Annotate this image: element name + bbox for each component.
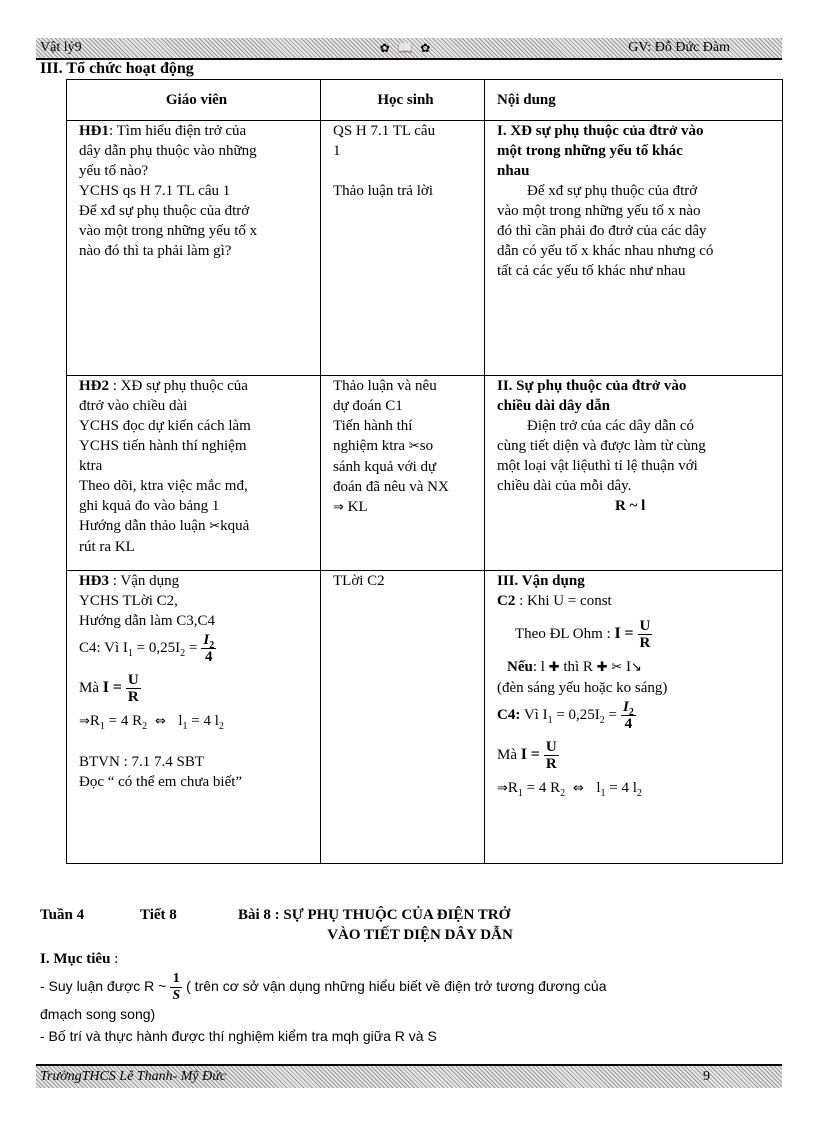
frac-num: U	[545, 739, 557, 756]
row3-text: = 4 R	[108, 713, 143, 729]
row3-text: Mà	[79, 680, 99, 696]
row3-text: l	[596, 780, 601, 796]
row2-student-line: đoán đã nêu và NX	[333, 479, 449, 495]
row1-content-cell	[485, 121, 783, 376]
fraction-u-over-r	[126, 672, 141, 705]
row2-student-line: Thảo luận và nêu	[333, 378, 437, 394]
c4-label: C4:	[497, 707, 521, 723]
row3-student-cell	[321, 571, 485, 864]
objective-1-text: - Suy luận được R ~	[40, 978, 167, 994]
row1-student-line: QS H 7.1 TL câu	[333, 123, 436, 139]
header-ornament: ✿ 📖 ✿	[379, 41, 433, 55]
fraction-i2-over-4	[621, 699, 636, 732]
frac-den: R	[545, 756, 557, 773]
row1-content-title: nhau	[497, 163, 530, 179]
objective-1	[40, 969, 780, 1003]
frac-num: 1	[170, 971, 182, 988]
row1-teacher-line: Để xđ sự phụ thuộc của đtrở	[79, 203, 250, 219]
fraction-u-over-r	[544, 739, 559, 772]
objective-1-cont: đmạch song song)	[40, 1006, 156, 1022]
frac-num: I	[203, 632, 210, 649]
frac-den	[170, 988, 182, 1004]
ohm-eq: =	[624, 625, 634, 642]
row2-relation: R ~ l	[615, 498, 646, 514]
row2-content-line: chiều dài của mỗi dây.	[497, 478, 632, 494]
ohm-lhs: I	[102, 679, 109, 696]
row1-content-title: một trong những yếu tố khác	[497, 143, 683, 159]
row3-text: : l	[532, 659, 545, 675]
row3-content-ohm2	[497, 732, 776, 778]
row3-content-title: III. Vận dụng	[497, 573, 585, 589]
row2-content-cell	[485, 376, 783, 571]
row3-text: =	[188, 640, 198, 656]
frac-den: R	[639, 635, 651, 652]
increase-icon: ✚	[596, 660, 608, 675]
row3-teacher-line: Hướng dẫn làm C3,C4	[79, 613, 216, 629]
row3-text: l	[178, 713, 183, 729]
row1-student-line: 1	[333, 143, 341, 159]
table-header-row	[67, 80, 783, 121]
row3-content-line	[497, 657, 776, 678]
row2-student-line	[333, 436, 478, 457]
objective-1-text: ( trên cơ sở vận dụng những hiểu biết về điện trở tương đương của	[186, 978, 607, 994]
row3-text: Mà	[497, 747, 517, 763]
row3-teacher-line: $\Rightarrow R_1 = 4$ $R_2$ ⇔ $l_1 = 4$ $l_2$	[79, 713, 224, 732]
row1-teacher-line: HĐ1: Tìm hiểu điện trở của	[79, 123, 247, 139]
row3-content-cell	[485, 571, 783, 864]
objective-2: - Bố trí và thực hành được thí nghiệm kiểm tra mqh giữa R và S	[40, 1028, 437, 1044]
frac-sub: 2	[628, 707, 634, 719]
col-header-student: Học sinh	[321, 80, 485, 121]
row2-student-line: dự đoán C1	[333, 398, 403, 414]
row3-teacher-cell	[67, 571, 321, 864]
row3-text: I	[626, 659, 631, 675]
row3-teacher-gap	[79, 732, 314, 752]
row1-content-line: Để xđ sự phụ thuộc của đtrở	[527, 183, 698, 199]
row3-text: R	[89, 713, 100, 729]
fraction-1-over-s	[170, 971, 182, 1004]
row2-student-text: so	[419, 438, 434, 454]
row3-text: C4: Vì I	[79, 640, 128, 656]
frac-sub: 2	[209, 640, 215, 652]
fraction-u-over-r	[638, 618, 653, 651]
scissors-icon: ✂	[209, 519, 221, 534]
row2-content-line: Điện trở của các dây dẫn có	[527, 418, 695, 434]
row1-student-line: Thảo luận trả lời	[333, 183, 433, 199]
row2-student-line: sánh kquả với dự	[333, 459, 437, 475]
row3-text: =	[608, 707, 617, 723]
row1-teacher-line: vào một trong những yếu tố x	[79, 223, 258, 239]
col-header-content: Nội dung	[485, 80, 783, 121]
row1-content-title: I. XĐ sự phụ thuộc của đtrở vào	[497, 123, 704, 139]
row2-teacher-line: Theo dõi, ktra việc mắc mđ,	[79, 478, 248, 494]
row2-teacher-text: kquả	[220, 518, 250, 534]
row3-content-line: $\Rightarrow R_1 = 4$ $R_2$ ⇔ $l_1 = 4$ $l_2$	[497, 780, 642, 799]
scissors-icon: ✂	[408, 439, 420, 454]
row1-teacher-line: YCHS qs H 7.1 TL câu 1	[79, 183, 231, 199]
lesson-week: Tuần 4	[40, 907, 85, 923]
footer-school: TrườngTHCS Lê Thanh- Mỹ Đức	[40, 1069, 227, 1084]
section-title: III. Tổ chức hoạt động	[40, 60, 194, 77]
lesson-period: Tiết 8	[140, 907, 177, 923]
row2-teacher-line: ghi kquả đo vào bảng 1	[79, 498, 220, 514]
frac-num: U	[127, 672, 139, 689]
ohm-lhs: I	[614, 625, 621, 642]
decrease-icon: ↘	[631, 660, 642, 675]
row3-teacher-line: BTVN : 7.1 7.4 SBT	[79, 754, 205, 770]
row3-teacher-line: YCHS TLời C2,	[79, 593, 178, 609]
ohm-eq: =	[530, 746, 540, 763]
frac-den: R	[127, 689, 139, 706]
row3-content-ohm	[497, 611, 776, 657]
row3-teacher-ohm	[79, 665, 314, 711]
next-lesson-section	[40, 905, 780, 1047]
table-row	[67, 571, 783, 864]
row1-student-cell	[321, 121, 485, 376]
objectives-heading: I. Mục tiêu :	[40, 951, 119, 967]
row1-teacher-cell	[67, 121, 321, 376]
row2-teacher-line: HĐ2 : XĐ sự phụ thuộc của	[79, 378, 248, 394]
lesson-title: Bài 8 : SỰ PHỤ THUỘC CỦA ĐIỆN TRỞ	[238, 907, 511, 923]
row3-teacher-line: HĐ3 : Vận dụng	[79, 573, 180, 589]
row1-content-line: đó thì cần phải đo đtrở của các dây	[497, 223, 707, 239]
row1-teacher-line: nào đó thì ta phải làm gì?	[79, 243, 232, 259]
row3-text: = 0,25I	[556, 707, 600, 723]
header-subject: Vật lý9	[40, 40, 82, 55]
row2-content-line: cùng tiết diện và được làm từ cùng	[497, 438, 706, 454]
row2-teacher-cell	[67, 376, 321, 571]
row3-text: : Khi U = const	[519, 593, 612, 609]
implies-arrow-icon: ⇒	[79, 714, 90, 729]
row2-teacher-line: YCHS đọc dự kiến cách làm	[79, 418, 251, 434]
page-number: 9	[703, 1069, 710, 1084]
row2-student-line	[333, 497, 478, 518]
fraction-i2-over-4	[201, 632, 216, 665]
frac-num: I	[623, 699, 629, 716]
row2-student-text: KL	[347, 499, 368, 515]
row1-student-line	[333, 161, 478, 181]
row1-teacher-line: yếu tố nào?	[79, 163, 149, 179]
lesson-title-2: VÀO TIẾT DIỆN DÂY DẪN	[327, 927, 513, 943]
row3-text: = 4 l	[191, 713, 219, 729]
ohm-eq: =	[112, 679, 122, 696]
row2-teacher-line: ktra	[79, 458, 103, 474]
row2-teacher-line	[79, 516, 314, 537]
row3-text: R	[507, 780, 518, 796]
row3-content-line: (đèn sáng yếu hoặc ko sáng)	[497, 680, 668, 696]
row3-text: Theo ĐL Ohm :	[515, 626, 611, 642]
page-header	[36, 38, 782, 60]
implies-arrow-icon: ⇒	[497, 781, 508, 796]
increase-icon: ✚	[548, 660, 560, 675]
header-teacher: GV: Đỗ Đức Đàm	[628, 40, 730, 55]
objectives-label: I. Mục tiêu	[40, 951, 111, 967]
row1-content-line: dẫn có yếu tố x khác nhau nhưng có	[497, 243, 714, 259]
row3-content-c4: C4: Vì $I_1 = 0,25I_2$ = $\frac{I_2}{4}$	[497, 699, 634, 733]
row3-text: = 4 R	[526, 780, 561, 796]
row2-student-text: nghiệm ktra	[333, 438, 406, 454]
col-header-teacher: Giáo viên	[67, 80, 321, 121]
frac-num: U	[639, 618, 651, 635]
row2-student-line: Tiến hành thí	[333, 418, 413, 434]
row3-text: thì R	[563, 659, 593, 675]
row3-text: = 0,25I	[136, 640, 181, 656]
lesson-plan-table	[66, 79, 783, 864]
row3-student-line: TLời C2	[333, 573, 385, 589]
row3-content-line	[497, 591, 776, 611]
row1-content-line: vào một trong những yếu tố x nào	[497, 203, 701, 219]
ohm-lhs: I	[520, 746, 527, 763]
row2-teacher-line: rút ra KL	[79, 539, 135, 555]
equivalent-arrow-icon: ⇔	[568, 781, 597, 796]
row3-teacher-line: Đọc “ có thể em chưa biết”	[79, 774, 243, 790]
scissors-icon: ✂	[611, 660, 623, 675]
implies-arrow-icon: ⇒	[333, 500, 344, 515]
frac-den-text: S	[172, 987, 181, 1003]
c2-label: C2	[497, 593, 516, 609]
equivalent-arrow-icon: ⇔	[150, 714, 179, 729]
row3-teacher-c4: C4: Vì $I_1 = 0,25I_2$ = $\frac{I_2}{4}$	[79, 632, 215, 666]
table-row	[67, 376, 783, 571]
row3-text: Vì I	[523, 707, 548, 723]
frac-den: 4	[205, 649, 213, 666]
row3-text: = 4 l	[609, 780, 637, 796]
frac-den: 4	[624, 716, 633, 733]
row2-student-cell	[321, 376, 485, 571]
neu-label: Nếu	[507, 659, 533, 675]
row2-teacher-line: YCHS tiến hành thí nghiệm	[79, 438, 247, 454]
table-row	[67, 121, 783, 376]
lesson-heading	[40, 905, 780, 925]
row2-content-line: một loại vật liệuthì tỉ lệ thuận với	[497, 458, 698, 474]
row2-content-title: II. Sự phụ thuộc của đtrở vào	[497, 378, 687, 394]
row2-teacher-line: đtrở vào chiều dài	[79, 398, 188, 414]
page-footer	[36, 1064, 782, 1088]
row2-content-title: chiều dài dây dẫn	[497, 398, 610, 414]
row1-teacher-line: dây dẫn phụ thuộc vào những	[79, 143, 257, 159]
row1-content-line: tất cả các yếu tố khác như nhau	[497, 263, 686, 279]
row2-teacher-text: Hướng dẫn thảo luận	[79, 518, 206, 534]
